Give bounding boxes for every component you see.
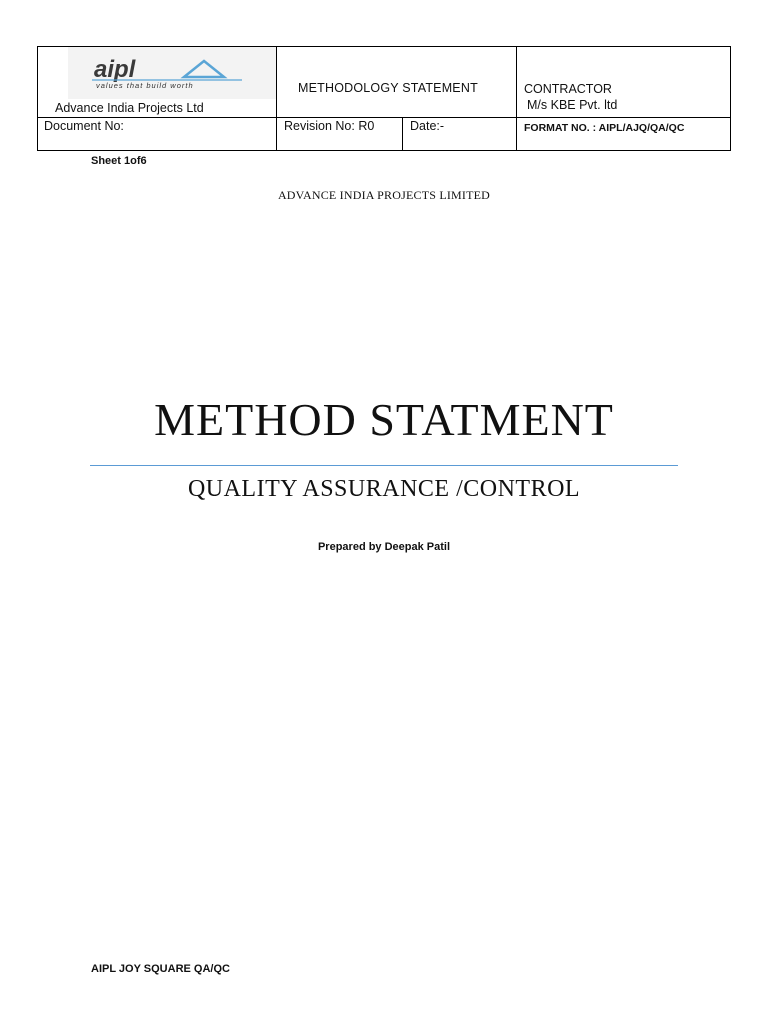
logo-tagline: values that build worth xyxy=(96,81,194,89)
contractor-label: CONTRACTOR xyxy=(524,82,612,96)
document-subtitle: QUALITY ASSURANCE /CONTROL xyxy=(187,476,581,502)
document-title: METHOD STATMENT xyxy=(154,394,614,445)
divider xyxy=(402,117,403,151)
title-rule xyxy=(90,465,678,466)
company-logo xyxy=(68,47,276,99)
divider xyxy=(276,47,277,151)
header-table xyxy=(37,46,731,151)
format-label: FORMAT NO. : AIPL/AJQ/QA/QC xyxy=(524,122,685,134)
contractor-cell xyxy=(524,81,617,113)
divider xyxy=(516,47,517,151)
revision-label: Revision No: R0 xyxy=(284,119,375,133)
methodology-label: METHODOLOGY STATEMENT xyxy=(298,81,478,95)
footer-text: AIPL JOY SQUARE QA/QC xyxy=(91,963,230,975)
contractor-name: M/s KBE Pvt. ltd xyxy=(527,98,618,112)
prepared-by: Prepared by Deepak Patil xyxy=(317,541,451,553)
date-label: Date:- xyxy=(410,119,445,133)
logo-text: aipl xyxy=(94,56,136,83)
company-full-name: ADVANCE INDIA PROJECTS LIMITED xyxy=(277,188,491,202)
roof-shape xyxy=(184,61,224,77)
company-name: Advance India Projects Ltd xyxy=(55,101,204,115)
divider xyxy=(38,117,730,118)
aipl-logo-icon xyxy=(92,55,252,89)
document-no-label: Document No: xyxy=(44,119,124,133)
sheet-label: Sheet 1of6 xyxy=(91,155,147,167)
